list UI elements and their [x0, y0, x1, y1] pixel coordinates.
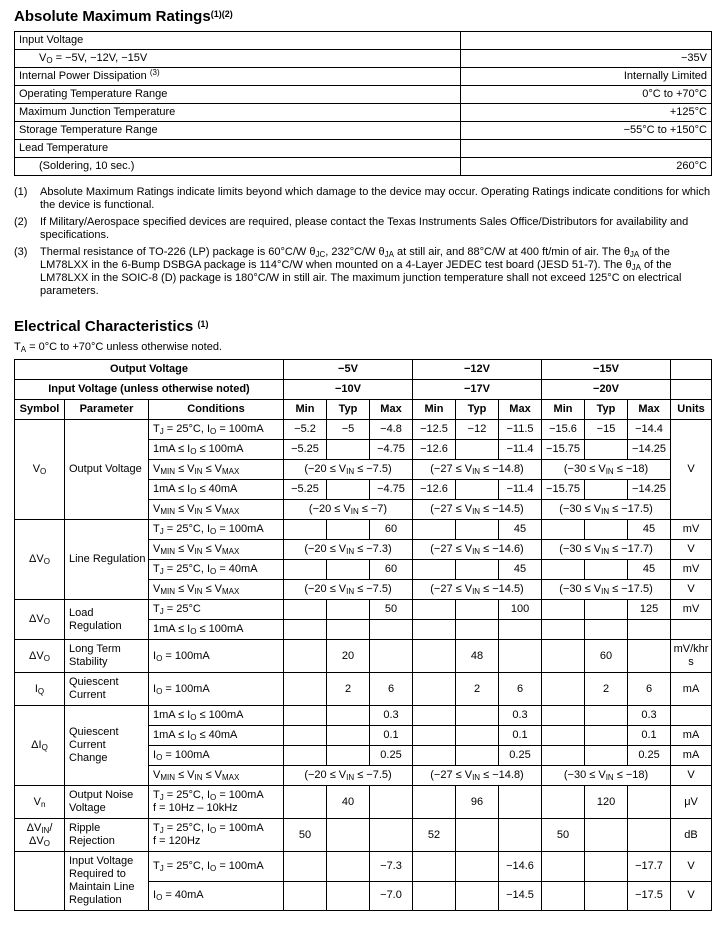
table-cell — [327, 560, 370, 580]
condition-cell: $I_O = 100mA$ — [149, 640, 284, 673]
condition-cell: $T_J = 25^\circ C$, $I_O = 40mA$ — [149, 560, 284, 580]
table-cell — [413, 786, 456, 819]
symbol-cell: $I_Q$ — [15, 673, 65, 706]
condition-cell: $I_O = 100mA$ — [149, 746, 284, 766]
table-row — [15, 68, 712, 86]
table-cell — [327, 520, 370, 540]
table-cell: 45 — [628, 560, 671, 580]
table-cell — [327, 480, 370, 500]
table-cell — [542, 520, 585, 540]
table-cell: 60 — [370, 560, 413, 580]
table-cell: $(-20 \le V_{IN} \le -7)$ — [284, 500, 413, 520]
condition-cell: $V_{MIN} \le V_{IN} \le V_{MAX}$ — [149, 540, 284, 560]
footnote-text: If Military/Aerospace specified devices are required, please contact the Texas Instruments Sales Office/Distributors for availability and specifications. — [40, 216, 689, 241]
table-cell: 0.1 — [499, 726, 542, 746]
table-cell — [456, 600, 499, 620]
table-cell — [585, 480, 628, 500]
parameter-cell: Output Voltage — [65, 420, 149, 520]
table-row — [15, 640, 712, 673]
units-cell: V — [671, 881, 712, 911]
table-cell — [585, 520, 628, 540]
table-cell: 45 — [499, 520, 542, 540]
absolute-maximum-ratings-table — [14, 31, 712, 176]
table-cell: −12.6 — [413, 440, 456, 460]
table-cell — [628, 620, 671, 640]
table-cell: $(-30 \le V_{IN} \le -17.7)$ — [542, 540, 671, 560]
table-cell — [370, 786, 413, 819]
table-cell — [542, 726, 585, 746]
header-cell: −5V — [284, 360, 413, 380]
table-row — [15, 140, 712, 158]
units-cell — [671, 706, 712, 726]
table-cell: $(-20 \le V_{IN} \le -7.5)$ — [284, 460, 413, 480]
table-cell — [456, 620, 499, 640]
table-cell — [585, 852, 628, 882]
table-cell: 0.25 — [499, 746, 542, 766]
table-cell: 48 — [456, 640, 499, 673]
condition-cell: $T_J = 25^\circ C$ — [149, 600, 284, 620]
header-cell — [671, 380, 712, 400]
table-cell: 50 — [542, 819, 585, 852]
table-cell: −4.8 — [370, 420, 413, 440]
table-cell: −12 — [456, 420, 499, 440]
table-cell: 0.1 — [370, 726, 413, 746]
table-cell: 2 — [456, 673, 499, 706]
table-cell: 6 — [628, 673, 671, 706]
ec-section-title: Electrical Characteristics $^{(1)}$ — [14, 318, 209, 335]
units-cell: mV — [671, 600, 712, 620]
table-cell — [284, 852, 327, 882]
table-cell: $(-27 \le V_{IN} \le -14.8)$ — [413, 766, 542, 786]
table-cell: 0.25 — [370, 746, 413, 766]
table-cell: 0.25 — [628, 746, 671, 766]
footnote-text: Absolute Maximum Ratings indicate limits beyond which damage to the device may occur. Operating Ratings indicate conditions for which the device is functional. — [40, 186, 711, 211]
condition-cell: $I_O = 40mA$ — [149, 881, 284, 911]
table-cell — [284, 881, 327, 911]
table-row — [15, 852, 712, 882]
table-cell — [542, 620, 585, 640]
header-cell: Typ — [327, 400, 370, 420]
table-row — [15, 420, 712, 440]
table-cell — [542, 786, 585, 819]
table-cell: 100 — [499, 600, 542, 620]
table-cell — [284, 726, 327, 746]
table-cell: −5.2 — [284, 420, 327, 440]
table-cell: $(-30 \le V_{IN} \le -18)$ — [542, 460, 671, 480]
table-cell: −11.4 — [499, 480, 542, 500]
condition-cell: $1mA \le I_O \le 40mA$ — [149, 480, 284, 500]
condition-cell: $1mA \le I_O \le 100mA$ — [149, 706, 284, 726]
units-cell: mA — [671, 726, 712, 746]
amr-section-title: Absolute Maximum Ratings$^{(1)(2)}$ — [14, 8, 233, 25]
amr-value: 0°C to +70°C — [461, 86, 712, 104]
amr-label: Storage Temperature Range — [15, 122, 461, 140]
amr-value: −35V — [461, 50, 712, 68]
header-cell: Max — [370, 400, 413, 420]
header-cell: Max — [499, 400, 542, 420]
amr-label: Input Voltage — [15, 32, 461, 50]
header-cell: Units — [671, 400, 712, 420]
footnote-number: (1) — [14, 186, 28, 198]
table-cell — [327, 440, 370, 460]
table-row — [15, 706, 712, 726]
footnote-text: Thermal resistance of TO-226 (LP) package is 60°C/W $\theta_{JC}$, 232°C/W $\theta_{JA}$ at still air, and 88°C/W at 400 ft/min of air. The $\theta_{JA}$ of the LM78LXX in the 6-Bump DSBGA package is 114°C/W when mounted on a 4-Layer JEDEC test board (JESD 51-7). The $\theta_{JA}$ of the LM78LXX in the SOIC-8 (D) package is 180°C/W in still air. The maximum junction temperature shall not exceed 125°C on electrical parameters. — [40, 246, 682, 297]
table-cell — [542, 706, 585, 726]
units-cell: mV/khrs — [671, 640, 712, 673]
condition-cell: $T_J = 25^\circ C$, $I_O = 100mA$ — [149, 520, 284, 540]
table-cell — [284, 640, 327, 673]
table-cell — [542, 560, 585, 580]
table-cell — [413, 640, 456, 673]
table-cell — [542, 640, 585, 673]
table-cell — [413, 620, 456, 640]
table-cell — [456, 726, 499, 746]
amr-value: Internally Limited — [461, 68, 712, 86]
table-cell — [542, 673, 585, 706]
table-cell: 60 — [370, 520, 413, 540]
units-cell: mA — [671, 746, 712, 766]
table-cell — [542, 852, 585, 882]
symbol-cell: $V_n$ — [15, 786, 65, 819]
condition-cell: $1mA \le I_O \le 40mA$ — [149, 726, 284, 746]
footnote-number: (3) — [14, 246, 28, 258]
table-cell — [585, 881, 628, 911]
units-cell — [671, 620, 712, 640]
table-row — [15, 50, 712, 68]
table-cell: 2 — [585, 673, 628, 706]
table-cell: 60 — [585, 640, 628, 673]
table-cell: −14.6 — [499, 852, 542, 882]
units-cell: dB — [671, 819, 712, 852]
table-cell — [413, 726, 456, 746]
units-cell: V — [671, 540, 712, 560]
table-cell: −14.25 — [628, 480, 671, 500]
amr-value: −55°C to +150°C — [461, 122, 712, 140]
header-cell: Typ — [456, 400, 499, 420]
table-cell — [413, 852, 456, 882]
table-cell — [585, 726, 628, 746]
section-gap — [14, 302, 712, 316]
units-cell: mV — [671, 520, 712, 540]
table-cell — [284, 620, 327, 640]
symbol-cell: $\Delta I_Q$ — [15, 706, 65, 786]
table-cell: $(-20 \le V_{IN} \le -7.3)$ — [284, 540, 413, 560]
table-cell: −11.5 — [499, 420, 542, 440]
table-row — [15, 786, 712, 819]
parameter-cell: Load Regulation — [65, 600, 149, 640]
condition-cell: $T_J = 25^\circ C$, $I_O = 100mA$ f = 10Hz – 10kHz — [149, 786, 284, 819]
table-cell — [499, 819, 542, 852]
table-cell — [628, 819, 671, 852]
amr-label: Lead Temperature — [15, 140, 461, 158]
table-cell — [327, 600, 370, 620]
header-cell: −10V — [284, 380, 413, 400]
parameter-cell: Input Voltage Required to Maintain Line Regulation — [65, 852, 149, 911]
table-cell — [327, 706, 370, 726]
table-cell — [284, 560, 327, 580]
table-cell — [456, 520, 499, 540]
table-cell: −14.4 — [628, 420, 671, 440]
table-cell — [585, 560, 628, 580]
table-cell — [413, 600, 456, 620]
parameter-cell: Ripple Rejection — [65, 819, 149, 852]
table-cell — [585, 746, 628, 766]
condition-cell: $1mA \le I_O \le 100mA$ — [149, 440, 284, 460]
table-row — [15, 600, 712, 620]
table-cell: 2 — [327, 673, 370, 706]
table-cell — [284, 673, 327, 706]
header-cell: Input Voltage (unless otherwise noted) — [15, 380, 284, 400]
table-cell: 0.1 — [628, 726, 671, 746]
condition-cell: $1mA \le I_O \le 100mA$ — [149, 620, 284, 640]
table-cell: −12.5 — [413, 420, 456, 440]
table-cell: −4.75 — [370, 480, 413, 500]
table-cell — [370, 620, 413, 640]
header-cell: Min — [413, 400, 456, 420]
parameter-cell: Quiescent Current — [65, 673, 149, 706]
table-cell: $(-20 \le V_{IN} \le -7.5)$ — [284, 580, 413, 600]
table-cell — [284, 520, 327, 540]
table-cell — [542, 600, 585, 620]
table-cell: $(-27 \le V_{IN} \le -14.6)$ — [413, 540, 542, 560]
amr-label: (Soldering, 10 sec.) — [15, 158, 461, 176]
table-cell — [370, 819, 413, 852]
table-cell — [456, 852, 499, 882]
table-cell — [413, 673, 456, 706]
header-cell: Symbol — [15, 400, 65, 420]
amr-label: Internal Power Dissipation $^{(3)}$ — [15, 68, 461, 86]
table-cell — [327, 746, 370, 766]
table-cell: 50 — [284, 819, 327, 852]
table-cell: 120 — [585, 786, 628, 819]
units-cell: V — [671, 420, 712, 520]
parameter-cell: Line Regulation — [65, 520, 149, 600]
table-cell: −14.25 — [628, 440, 671, 460]
table-cell: −15.75 — [542, 440, 585, 460]
table-cell: 125 — [628, 600, 671, 620]
header-cell: −12V — [413, 360, 542, 380]
table-cell: −14.5 — [499, 881, 542, 911]
table-cell: −7.3 — [370, 852, 413, 882]
table-cell: −12.6 — [413, 480, 456, 500]
table-cell: 45 — [499, 560, 542, 580]
amr-value: 260°C — [461, 158, 712, 176]
table-cell — [413, 560, 456, 580]
symbol-cell: $\Delta V_O$ — [15, 520, 65, 600]
units-cell: mV — [671, 560, 712, 580]
condition-cell: $T_J = 25^\circ C$, $I_O = 100mA$ — [149, 420, 284, 440]
amr-value — [461, 32, 712, 50]
table-cell — [499, 620, 542, 640]
table-cell: $(-20 \le V_{IN} \le -7.5)$ — [284, 766, 413, 786]
table-cell — [542, 746, 585, 766]
table-cell: 0.3 — [628, 706, 671, 726]
table-cell: −5 — [327, 420, 370, 440]
footnote-1 — [14, 186, 712, 212]
table-row — [15, 819, 712, 852]
header-cell: Output Voltage — [15, 360, 284, 380]
table-cell — [327, 620, 370, 640]
table-cell — [284, 786, 327, 819]
header-cell: Conditions — [149, 400, 284, 420]
units-cell: V — [671, 852, 712, 882]
header-cell: −15V — [542, 360, 671, 380]
table-cell: 50 — [370, 600, 413, 620]
table-row — [15, 360, 712, 380]
amr-label: Operating Temperature Range — [15, 86, 461, 104]
table-cell — [413, 746, 456, 766]
table-cell: −15 — [585, 420, 628, 440]
table-cell: 6 — [499, 673, 542, 706]
table-cell: −5.25 — [284, 440, 327, 460]
table-cell — [585, 440, 628, 460]
table-cell — [413, 520, 456, 540]
table-cell: $(-27 \le V_{IN} \le -14.5)$ — [413, 580, 542, 600]
table-row — [15, 158, 712, 176]
table-cell — [499, 786, 542, 819]
footnote-2 — [14, 216, 712, 242]
table-cell — [327, 726, 370, 746]
symbol-cell — [15, 852, 65, 911]
table-cell: −4.75 — [370, 440, 413, 460]
parameter-cell: Long Term Stability — [65, 640, 149, 673]
amr-label: Maximum Junction Temperature — [15, 104, 461, 122]
table-cell: 52 — [413, 819, 456, 852]
table-cell: 6 — [370, 673, 413, 706]
table-cell: $(-27 \le V_{IN} \le -14.8)$ — [413, 460, 542, 480]
ec-table-wrap — [14, 359, 712, 911]
table-cell: $(-30 \le V_{IN} \le -17.5)$ — [542, 500, 671, 520]
symbol-cell: $\Delta V_{IN}/\Delta V_O$ — [15, 819, 65, 852]
condition-cell: $V_{MIN} \le V_{IN} \le V_{MAX}$ — [149, 580, 284, 600]
table-cell — [327, 819, 370, 852]
table-row — [15, 380, 712, 400]
table-cell: $(-30 \le V_{IN} \le -17.5)$ — [542, 580, 671, 600]
table-cell — [284, 746, 327, 766]
table-cell: 0.3 — [370, 706, 413, 726]
header-cell: Typ — [585, 400, 628, 420]
table-cell — [628, 786, 671, 819]
amr-value: +125°C — [461, 104, 712, 122]
symbol-cell: $\Delta V_O$ — [15, 640, 65, 673]
table-row — [15, 400, 712, 420]
table-row — [15, 32, 712, 50]
condition-cell: $T_J = 25^\circ C$, $I_O = 100mA$ — [149, 852, 284, 882]
symbol-cell: $\Delta V_O$ — [15, 600, 65, 640]
table-cell: 96 — [456, 786, 499, 819]
table-cell — [456, 440, 499, 460]
table-cell: $(-30 \le V_{IN} \le -18)$ — [542, 766, 671, 786]
header-cell: −17V — [413, 380, 542, 400]
table-cell — [585, 600, 628, 620]
ec-condition-note: $T_A = 0^\circ C$ to +70°C unless otherwise noted. — [14, 341, 222, 354]
parameter-cell: Output Noise Voltage — [65, 786, 149, 819]
footnote-number: (2) — [14, 216, 28, 228]
condition-cell: $V_{MIN} \le V_{IN} \le V_{MAX}$ — [149, 766, 284, 786]
units-cell: V — [671, 580, 712, 600]
table-cell: −15.75 — [542, 480, 585, 500]
header-cell — [671, 360, 712, 380]
table-cell — [327, 881, 370, 911]
condition-cell: $V_{MIN} \le V_{IN} \le V_{MAX}$ — [149, 460, 284, 480]
table-cell — [542, 881, 585, 911]
table-cell — [413, 881, 456, 911]
table-cell: 20 — [327, 640, 370, 673]
parameter-cell: Quiescent Current Change — [65, 706, 149, 786]
table-row — [15, 122, 712, 140]
table-row — [15, 86, 712, 104]
table-cell: −17.7 — [628, 852, 671, 882]
table-cell: −17.5 — [628, 881, 671, 911]
table-cell — [370, 640, 413, 673]
table-cell — [327, 852, 370, 882]
table-row — [15, 520, 712, 540]
table-cell — [585, 706, 628, 726]
condition-cell: $T_J = 25^\circ C$, $I_O = 100mA$ f = 120Hz — [149, 819, 284, 852]
table-cell — [456, 881, 499, 911]
table-cell: 45 — [628, 520, 671, 540]
table-cell: −5.25 — [284, 480, 327, 500]
electrical-characteristics-table — [14, 359, 712, 911]
units-cell: mA — [671, 673, 712, 706]
table-row — [15, 104, 712, 122]
table-cell: −15.6 — [542, 420, 585, 440]
header-cell: −20V — [542, 380, 671, 400]
header-cell: Max — [628, 400, 671, 420]
table-cell — [284, 706, 327, 726]
table-cell — [284, 600, 327, 620]
amr-value — [461, 140, 712, 158]
table-cell — [456, 560, 499, 580]
table-cell — [585, 620, 628, 640]
table-cell — [456, 746, 499, 766]
units-cell: V — [671, 766, 712, 786]
footnote-3 — [14, 246, 712, 298]
table-cell: $(-27 \le V_{IN} \le -14.5)$ — [413, 500, 542, 520]
table-cell: −11.4 — [499, 440, 542, 460]
condition-cell: $V_{MIN} \le V_{IN} \le V_{MAX}$ — [149, 500, 284, 520]
amr-footnotes — [14, 186, 712, 298]
table-cell — [628, 640, 671, 673]
table-cell — [456, 819, 499, 852]
header-cell: Min — [284, 400, 327, 420]
condition-cell: $I_O = 100mA$ — [149, 673, 284, 706]
header-cell: Min — [542, 400, 585, 420]
header-cell: Parameter — [65, 400, 149, 420]
table-cell — [456, 706, 499, 726]
table-cell: 0.3 — [499, 706, 542, 726]
table-cell: 40 — [327, 786, 370, 819]
amr-label: $V_O = -5V$, −12V, −15V — [15, 50, 461, 68]
table-cell — [499, 640, 542, 673]
table-cell — [585, 819, 628, 852]
table-cell — [456, 480, 499, 500]
table-cell — [413, 706, 456, 726]
symbol-cell: $V_O$ — [15, 420, 65, 520]
table-row — [15, 673, 712, 706]
table-cell: −7.0 — [370, 881, 413, 911]
units-cell: μV — [671, 786, 712, 819]
